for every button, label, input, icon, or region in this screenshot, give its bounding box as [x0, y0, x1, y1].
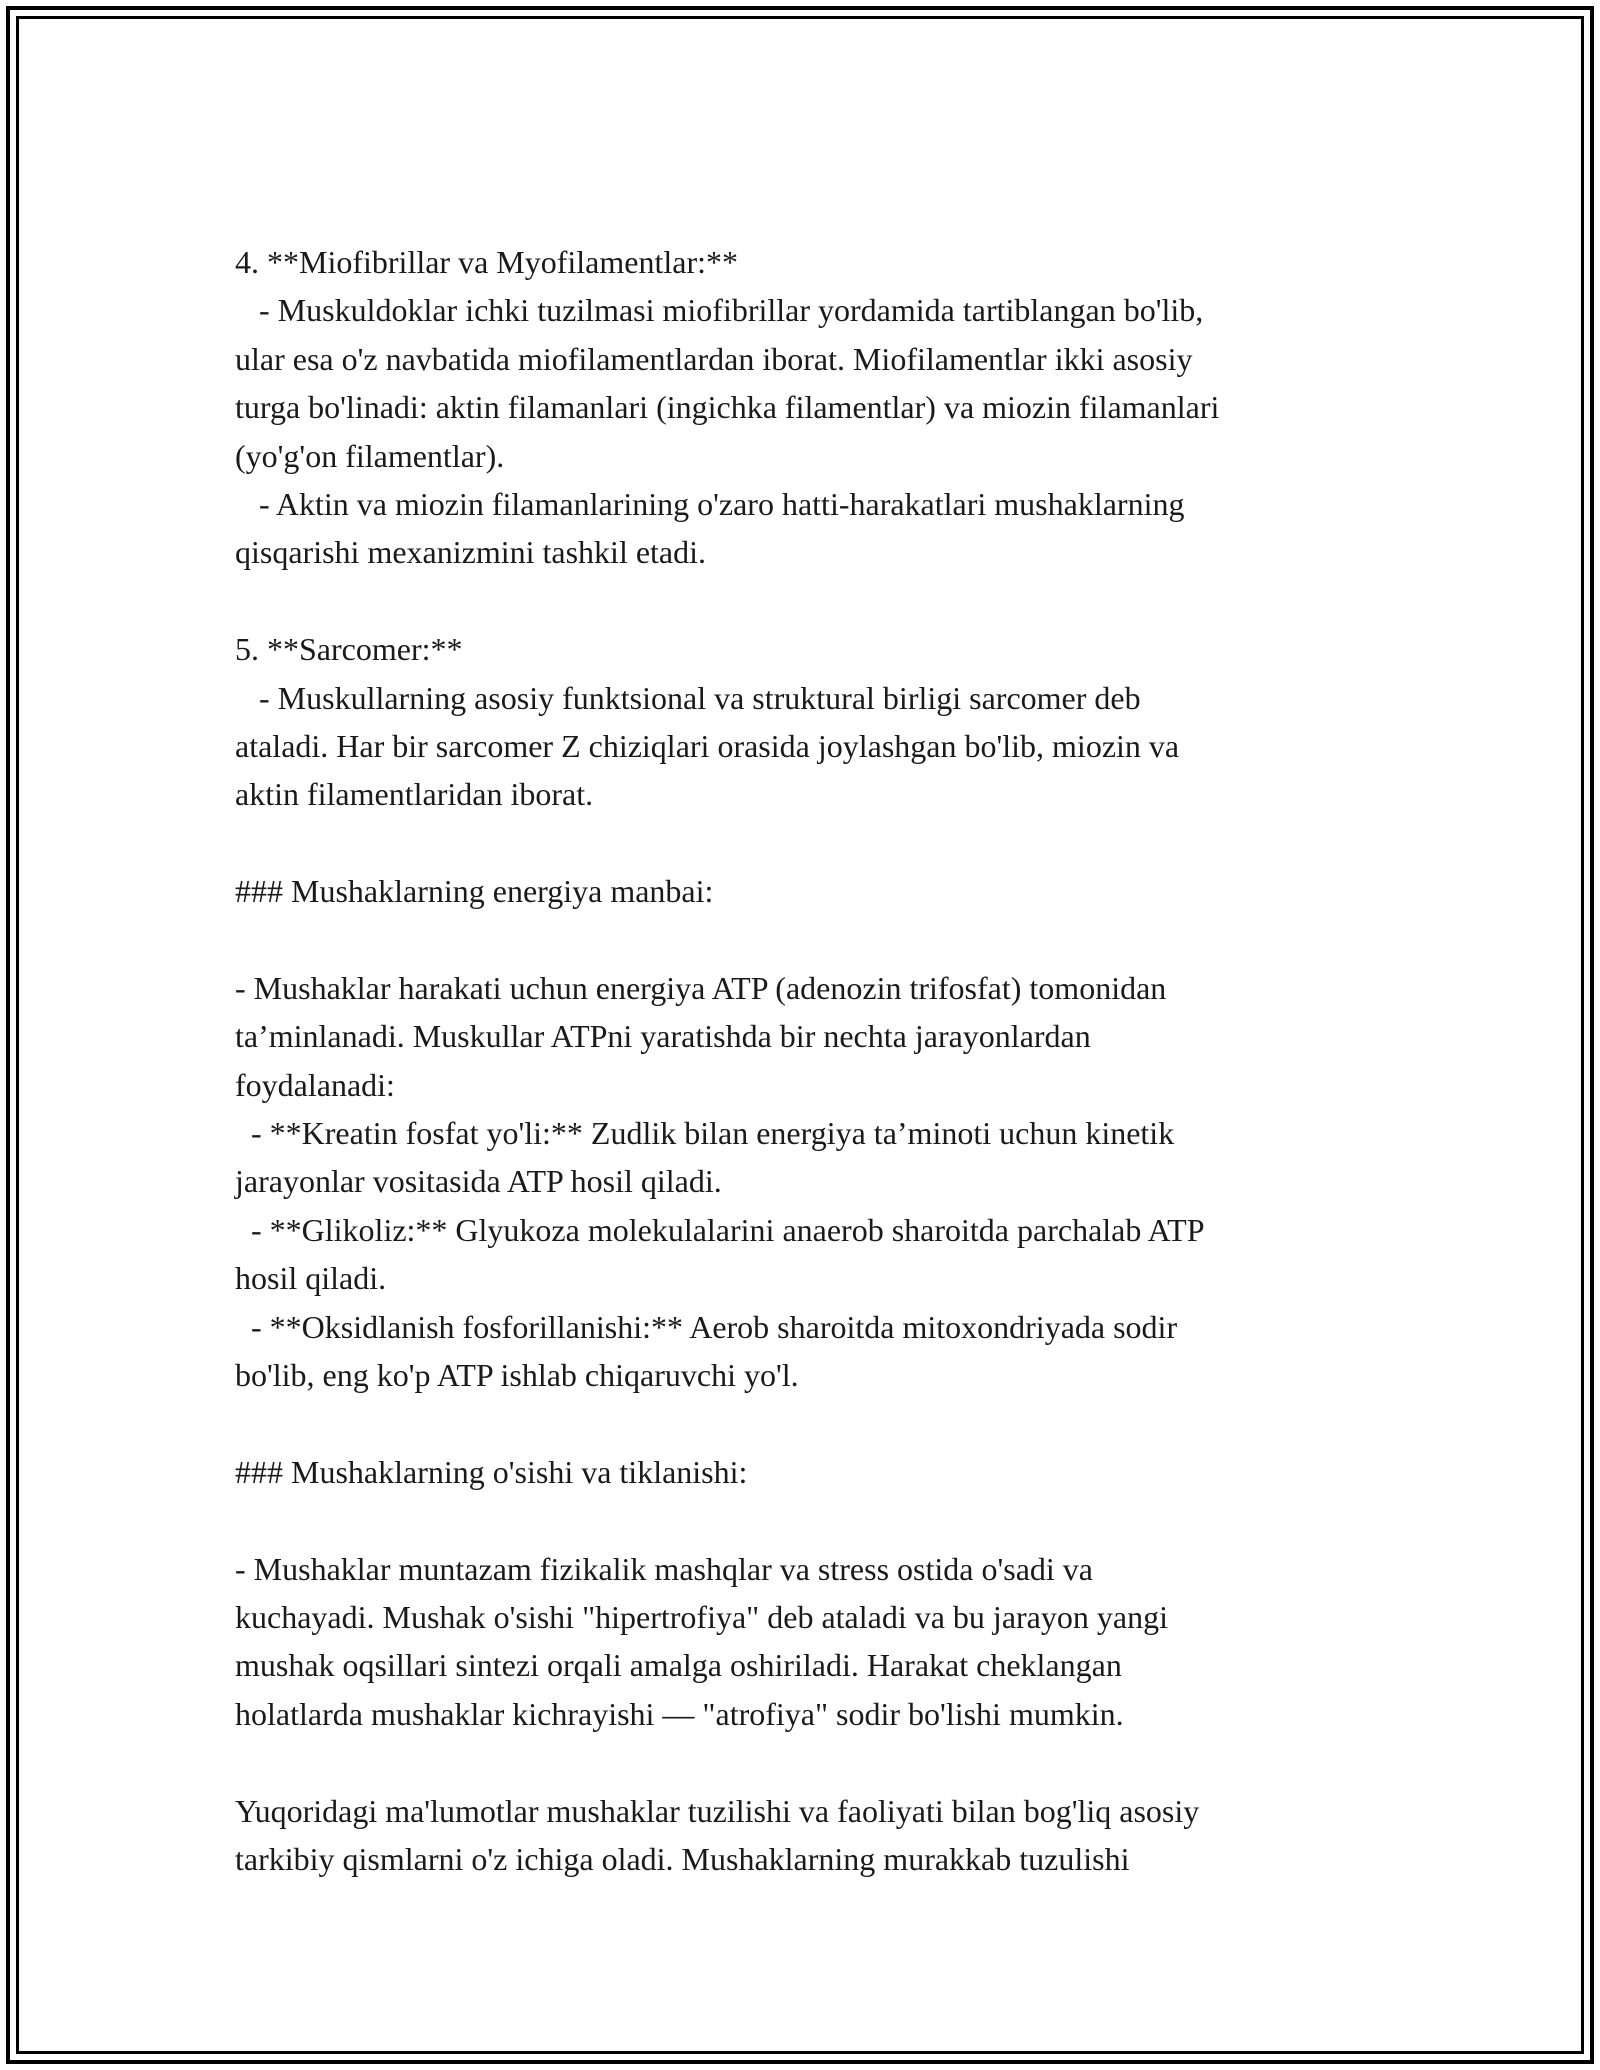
- text-line: - Muskuldoklar ichki tuzilmasi miofibrillar yordamida tartiblangan bo'lib,: [235, 292, 1204, 329]
- text-line: hosil qiladi.: [235, 1260, 387, 1297]
- text-line: turga bo'linadi: aktin filamanlari (ingichka filamentlar) va miozin filamanlari: [235, 389, 1220, 426]
- text-line: - Mushaklar harakati uchun energiya ATP (adenozin trifosfat) tomonidan: [235, 969, 1167, 1006]
- text-line: qisqarishi mexanizmini tashkil etadi.: [235, 534, 707, 571]
- blank-line: [235, 915, 1385, 963]
- text-line: - Mushaklar muntazam fizikalik mashqlar va stress ostida o'sadi va: [235, 1550, 1093, 1587]
- text-line: Yuqoridagi ma'lumotlar mushaklar tuzilishi va faoliyati bilan bog'liq asosiy: [235, 1792, 1200, 1829]
- blank-line: [235, 1496, 1385, 1544]
- blank-line: [235, 819, 1385, 867]
- document-body: [235, 238, 1385, 1883]
- text-line: bo'lib, eng ko'p ATP ishlab chiqaruvchi yo'l.: [235, 1356, 799, 1393]
- text-line: ### Mushaklarning energiya manbai:: [235, 873, 714, 910]
- text-line: - **Glikoliz:** Glyukoza molekulalarini anaerob sharoitda parchalab ATP: [235, 1211, 1205, 1248]
- text-line: kuchayadi. Mushak o'sishi "hipertrofiya" deb ataladi va bu jarayon yangi: [235, 1598, 1168, 1635]
- text-line: ular esa o'z navbatida miofilamentlardan iborat. Miofilamentlar ikki asosiy: [235, 340, 1193, 377]
- text-line: - Muskullarning asosiy funktsional va struktural birligi sarcomer deb: [235, 679, 1141, 716]
- text-line: foydalanadi:: [235, 1066, 395, 1103]
- text-line: ataladi. Har bir sarcomer Z chiziqlari orasida joylashgan bo'lib, miozin va: [235, 727, 1180, 764]
- text-line: - **Oksidlanish fosforillanishi:** Aerob sharoitda mitoxondriyada sodir: [235, 1308, 1178, 1345]
- text-line: 5. **Sarcomer:**: [235, 631, 463, 668]
- blank-line: [235, 577, 1385, 625]
- text-line: 4. **Miofibrillar va Myofilamentlar:**: [235, 244, 738, 280]
- text-line: holatlarda mushaklar kichrayishi — "atrofiya" sodir bo'lishi mumkin.: [235, 1695, 1124, 1732]
- text-line: ### Mushaklarning o'sishi va tiklanishi:: [235, 1453, 748, 1490]
- text-line: aktin filamentlaridan iborat.: [235, 776, 594, 813]
- text-line: (yo'g'on filamentlar).: [235, 437, 505, 474]
- text-line: - **Kreatin fosfat yo'li:** Zudlik bilan energiya ta’minoti uchun kinetik: [235, 1115, 1175, 1152]
- text-line: - Aktin va miozin filamanlarining o'zaro hatti-harakatlari mushaklarning: [235, 485, 1185, 522]
- blank-line: [235, 1738, 1385, 1786]
- text-line: tarkibiy qismlarni o'z ichiga oladi. Mushaklarning murakkab tuzulishi: [235, 1840, 1130, 1877]
- blank-line: [235, 1399, 1385, 1447]
- text-line: mushak oqsillari sintezi orqali amalga oshiriladi. Harakat cheklangan: [235, 1647, 1122, 1684]
- text-line: ta’minlanadi. Muskullar ATPni yaratishda bir nechta jarayonlardan: [235, 1018, 1091, 1055]
- text-line: jarayonlar vositasida ATP hosil qiladi.: [235, 1163, 722, 1200]
